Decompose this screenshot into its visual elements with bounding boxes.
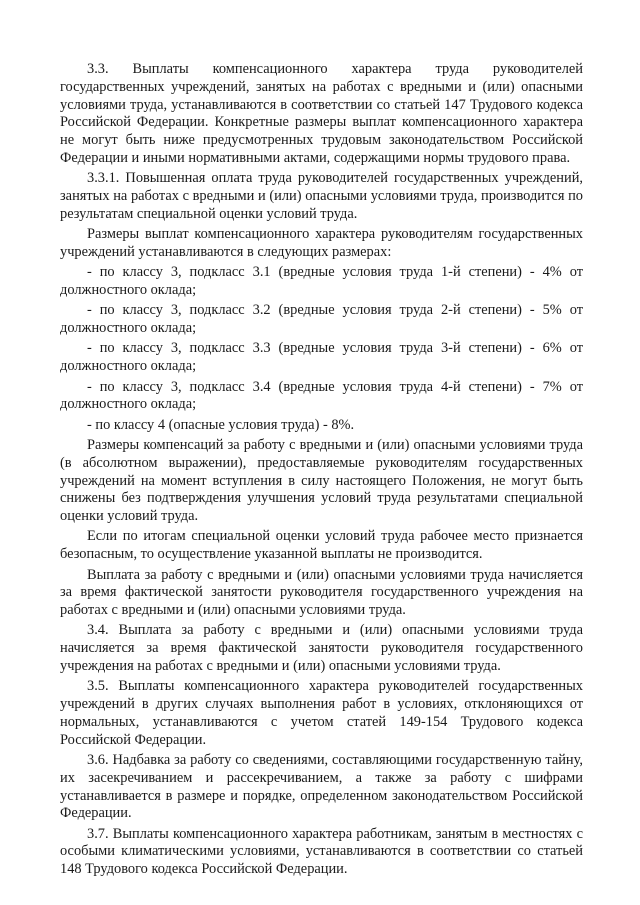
paragraph-sizes-intro: Размеры выплат компенсационного характера руководителям государственных учреждений устанавливаются в следующих размерах: <box>60 226 583 260</box>
paragraph-safe-workplace: Если по итогам специальной оценки условий труда рабочее место признается безопасным, то осуществление указанной выплаты не производится. <box>60 528 583 563</box>
list-item-class-3-1: - по классу 3, подкласс 3.1 (вредные условия труда 1-й степени) - 4% от должностного оклада; <box>60 264 583 299</box>
paragraph-3-7: 3.7. Выплаты компенсационного характера работникам, занятым в местностях с особыми климатическими условиями, устанавливаются в соответствии со статьей 148 Трудового кодекса Российской Федерации. <box>60 825 583 878</box>
paragraph-3-4: 3.4. Выплата за работу с вредными и (или) опасными условиями труда начисляется за время фактической занятости руководителя государственного учреждения на работах с вредными и (или) опасными условиями труда. <box>60 622 583 674</box>
document-body <box>60 61 583 882</box>
paragraph-3-3: 3.3. Выплаты компенсационного характера труда руководителей государственных учреждений, занятых на работах с вредными и (или) опасными условиями труда, устанавливаются в соответствии со статьей 147 Трудового кодекса Российской Федерации. Конкретные размеры выплат компенсационного характера не могут быть ниже предусмотренных трудовым законодательством Российской Федерации и иными нормативными актами, содержащими нормы трудового права. <box>60 61 583 166</box>
list-item-class-3-3: - по классу 3, подкласс 3.3 (вредные условия труда 3-й степени) - 6% от должностного оклада; <box>60 340 583 375</box>
paragraph-compensation-sizes: Размеры компенсаций за работу с вредными и (или) опасными условиями труда (в абсолютном выражении), предоставляемые руководителям государственных учреждений на момент вступления в силу настоящего Положения, не могут быть снижены без подтверждения улучшения условий труда результатами специальной оценки условий труда. <box>60 436 583 525</box>
paragraph-3-6: 3.6. Надбавка за работу со сведениями, составляющими государственную тайну, их засекречиванием и рассекречиванием, а также за работу с шифрами устанавливается в размере и порядке, определенном законодательством Российской Федерации. <box>60 751 583 822</box>
paragraph-payment-accrual: Выплата за работу с вредными и (или) опасными условиями труда начисляется за время фактической занятости руководителя государственного учреждения на работах с вредными и (или) опасными условиями труда. <box>60 566 583 619</box>
paragraph-3-5: 3.5. Выплаты компенсационного характера руководителей государственных учреждений в других случаях выполнения работ в условиях, отклоняющихся от нормальных, устанавливаются с учетом статей 149-154 Трудового кодекса Российской Федерации. <box>60 678 583 748</box>
list-item-class-3-2: - по классу 3, подкласс 3.2 (вредные условия труда 2-й степени) - 5% от должностного оклада; <box>60 302 583 337</box>
list-item-class-3-4: - по классу 3, подкласс 3.4 (вредные условия труда 4-й степени) - 7% от должностного оклада; <box>60 378 583 413</box>
paragraph-3-3-1: 3.3.1. Повышенная оплата труда руководителей государственных учреждений, занятых на работах с вредными и (или) опасными условиями труда, производится по результатам специальной оценки условий труда. <box>60 170 583 222</box>
list-item-class-4: - по классу 4 (опасные условия труда) - 8%. <box>87 416 355 433</box>
